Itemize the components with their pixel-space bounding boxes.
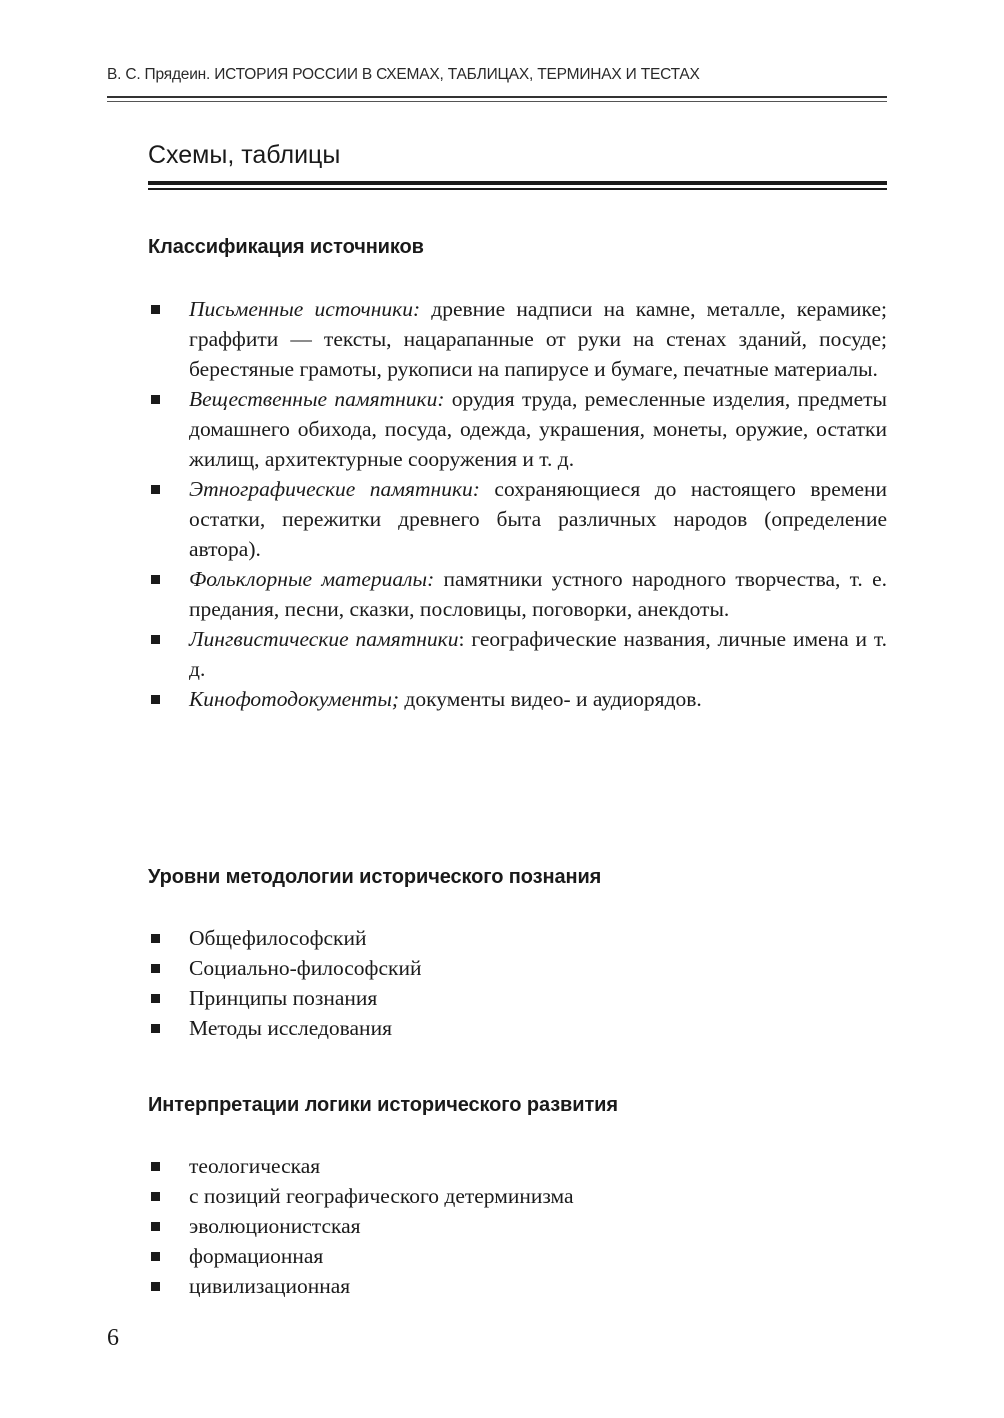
square-bullet-icon — [151, 1252, 160, 1261]
list-item — [148, 684, 887, 714]
item-text: орудия труда, ремесленные изделия, предметы домашнего обихода, посуда, одежда, украшения, монеты, оружие, остатки жилищ, архитектурные сооружения и т. д. — [189, 387, 887, 471]
page-number: 6 — [107, 1325, 119, 1351]
item-text: эволюционистская — [189, 1214, 361, 1238]
square-bullet-icon — [151, 305, 160, 314]
square-bullet-icon — [151, 934, 160, 943]
item-text: теологическая — [189, 1154, 321, 1178]
list-item — [148, 564, 887, 624]
square-bullet-icon — [151, 1222, 160, 1231]
item-text: с позиций географического детерминизма — [189, 1184, 574, 1208]
item-text: Принципы познания — [189, 986, 378, 1010]
list-item — [148, 1151, 887, 1181]
list-item — [148, 1211, 887, 1241]
item-text: документы видео- и аудиорядов. — [399, 687, 702, 711]
square-bullet-icon — [151, 395, 160, 404]
heading-methodology-levels: Уровни методологии исторического познания — [148, 866, 602, 888]
list-item — [148, 624, 887, 684]
header-rule — [107, 96, 887, 98]
list-item — [148, 953, 887, 983]
header-rule-thin — [107, 101, 887, 102]
item-text: цивилизационная — [189, 1274, 351, 1298]
item-term: Кинофотодокументы; — [189, 687, 400, 711]
list-item — [148, 1181, 887, 1211]
item-text: Социально-философский — [189, 956, 422, 980]
list-item — [148, 1241, 887, 1271]
item-text: сохраняющиеся до настоящего времени остатки, пережитки древнего быта различных народов (определение автора). — [189, 477, 887, 561]
section-rule — [148, 181, 887, 185]
list-item — [148, 294, 887, 384]
methodology-levels-list — [148, 923, 887, 1043]
running-header: В. С. Прядеин. ИСТОРИЯ РОССИИ В СХЕМАХ, ТАБЛИЦАХ, ТЕРМИНАХ И ТЕСТАХ — [107, 66, 700, 83]
square-bullet-icon — [151, 1162, 160, 1171]
item-term: Письменные источники: — [189, 297, 421, 321]
square-bullet-icon — [151, 994, 160, 1003]
section-title: Схемы, таблицы — [148, 141, 341, 169]
square-bullet-icon — [151, 1192, 160, 1201]
square-bullet-icon — [151, 1024, 160, 1033]
list-item — [148, 474, 887, 564]
list-item — [148, 923, 887, 953]
square-bullet-icon — [151, 964, 160, 973]
source-classification-list — [148, 294, 887, 714]
list-item — [148, 384, 887, 474]
item-term: Лингвистические памятники — [189, 627, 459, 651]
square-bullet-icon — [151, 485, 160, 494]
square-bullet-icon — [151, 635, 160, 644]
item-text: формационная — [189, 1244, 324, 1268]
section-rule-thin — [148, 188, 887, 190]
item-text: : географические названия, личные имена и т. д. — [189, 627, 887, 681]
development-interpretations-list — [148, 1151, 887, 1301]
square-bullet-icon — [151, 1282, 160, 1291]
square-bullet-icon — [151, 575, 160, 584]
item-text: Общефилософский — [189, 926, 367, 950]
square-bullet-icon — [151, 695, 160, 704]
list-item — [148, 1271, 887, 1301]
heading-source-classification: Классификация источников — [148, 236, 424, 258]
item-term: Этнографические памятники: — [189, 477, 480, 501]
item-text: древние надписи на камне, металле, керамике; граффити — тексты, нацарапанные от руки на стенах зданий, посуде; берестяные грамоты, рукописи на папирусе и бумаге, печатные материалы. — [189, 297, 887, 381]
item-term: Фольклорные материалы: — [189, 567, 435, 591]
item-term: Вещественные памятники: — [189, 387, 445, 411]
item-text: Методы исследования — [189, 1016, 392, 1040]
item-text: памятники устного народного творчества, т. е. предания, песни, сказки, пословицы, поговорки, анекдоты. — [189, 567, 887, 621]
heading-development-interpretations: Интерпретации логики исторического развития — [148, 1094, 618, 1116]
list-item — [148, 1013, 887, 1043]
list-item — [148, 983, 887, 1013]
